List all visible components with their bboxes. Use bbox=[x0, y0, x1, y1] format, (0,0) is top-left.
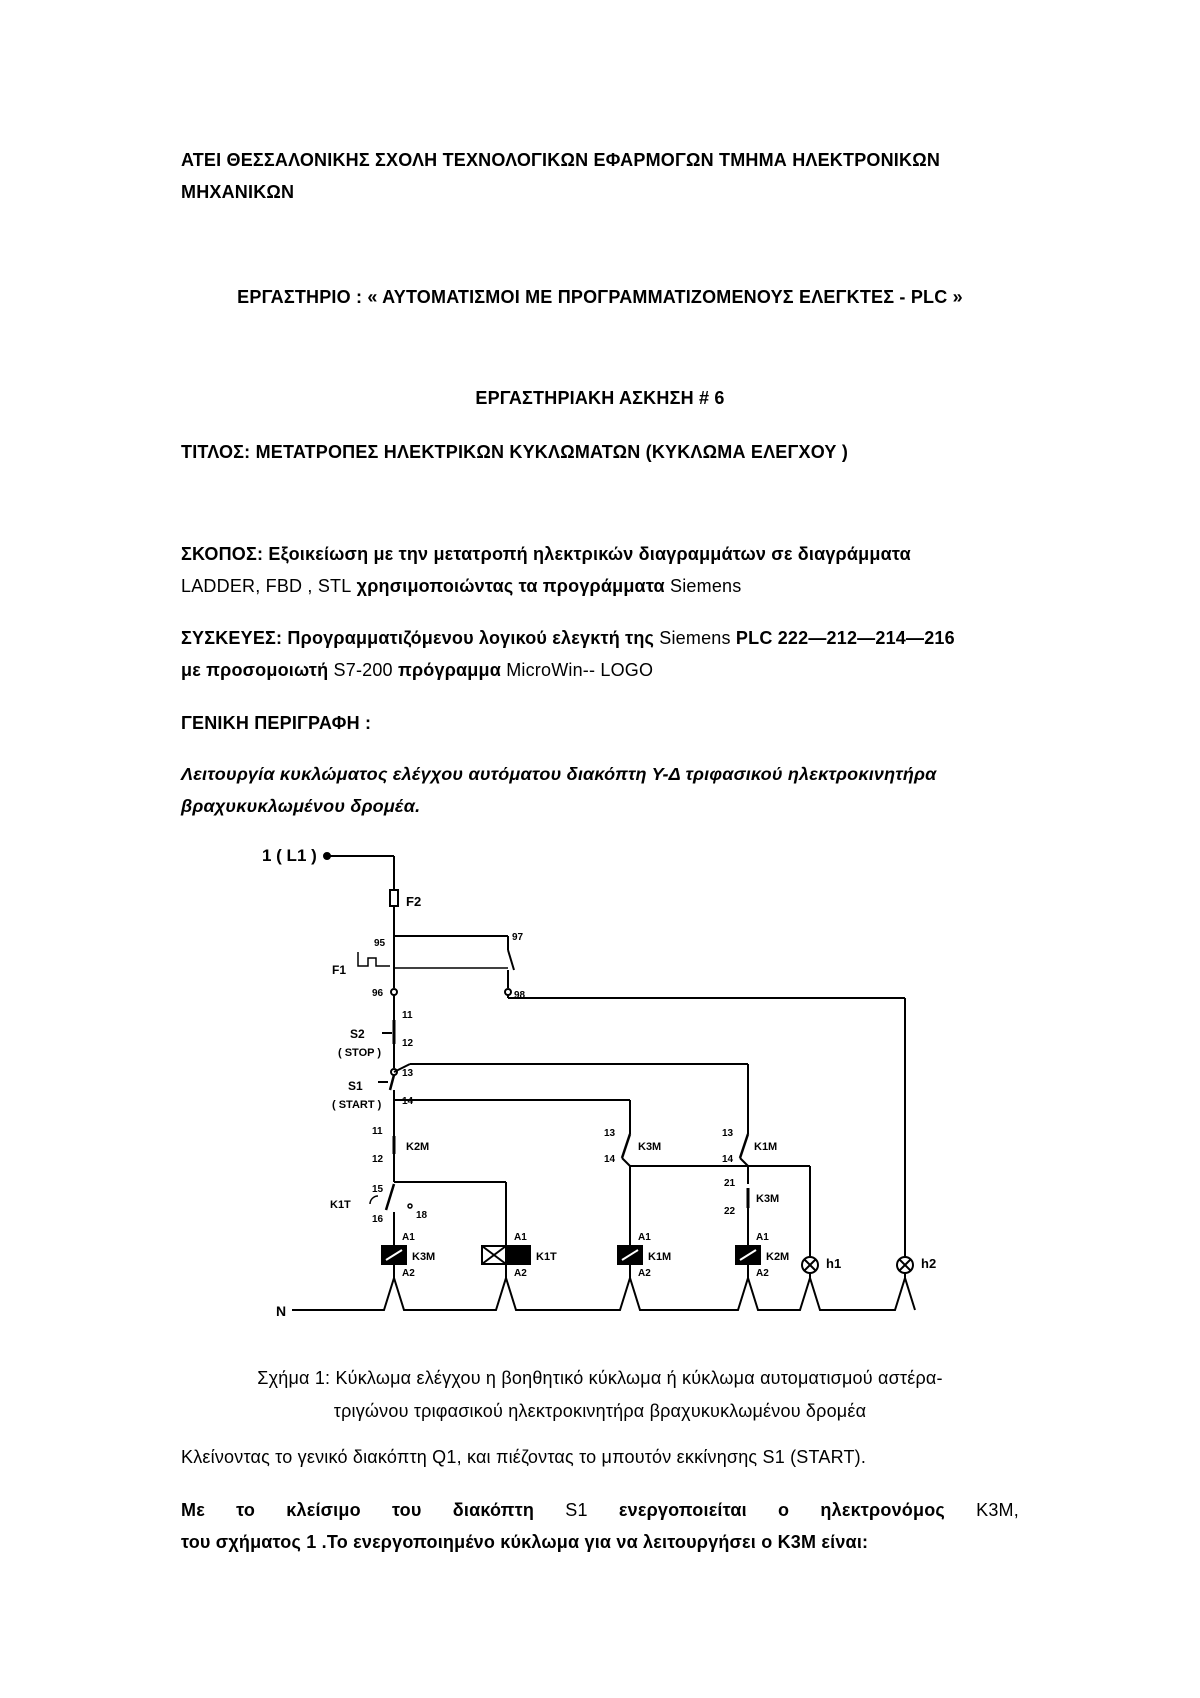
coil-k1t bbox=[482, 1232, 557, 1279]
paragraph-2-word: Με bbox=[181, 1500, 205, 1520]
exercise-number: ΕΡΓΑΣΤΗΡΙΑΚΗ ΑΣΚΗΣΗ # 6 bbox=[475, 388, 725, 408]
k1m-contact bbox=[740, 1134, 748, 1158]
italic-description-line-2: βραχυκυκλωμένου δρομέα. bbox=[181, 796, 421, 816]
svg-text:A2: A2 bbox=[638, 1268, 651, 1279]
supply-label: 1 ( L1 ) bbox=[262, 846, 317, 865]
svg-text:21: 21 bbox=[724, 1178, 736, 1189]
svg-text:A2: A2 bbox=[402, 1268, 415, 1279]
coil-k2m bbox=[736, 1232, 789, 1279]
svg-text:K2M: K2M bbox=[406, 1141, 430, 1153]
svg-text:22: 22 bbox=[724, 1206, 736, 1217]
svg-text:A1: A1 bbox=[756, 1232, 769, 1243]
svg-text:95: 95 bbox=[374, 938, 386, 949]
neutral-bus bbox=[292, 1278, 915, 1310]
fuse-label: F2 bbox=[406, 894, 422, 909]
svg-text:K1M: K1M bbox=[754, 1141, 778, 1153]
svg-text:13: 13 bbox=[604, 1128, 616, 1139]
svg-text:12: 12 bbox=[372, 1154, 384, 1165]
paragraph-2-words bbox=[181, 1500, 1019, 1521]
svg-text:h2: h2 bbox=[921, 1256, 937, 1271]
svg-text:S1: S1 bbox=[348, 1079, 363, 1093]
purpose-line-2: LADDER, FBD , STL χρησιμοποιώντας τα προγράμματα Siemens bbox=[181, 576, 742, 596]
purpose-line-1: ΣΚΟΠΟΣ: Εξοικείωση με την μετατροπή ηλεκτρικών διαγραμμάτων σε διαγράμματα bbox=[181, 544, 911, 564]
svg-text:( START ): ( START ) bbox=[332, 1099, 382, 1111]
paragraph-2-word: του bbox=[391, 1500, 422, 1520]
svg-text:K3M: K3M bbox=[638, 1141, 662, 1153]
figure-caption-line-2: τριγώνου τριφασικού ηλεκτροκινητήρα βραχυκυκλωμένου δρομέα bbox=[333, 1401, 867, 1421]
document-title: ΤΙΤΛΟΣ: ΜΕΤΑΤΡΟΠΕΣ ΗΛΕΚΤΡΙΚΩΝ ΚΥΚΛΩΜΑΤΩΝ (ΚΥΚΛΩΜΑ ΕΛΕΓΧΟΥ ) bbox=[181, 442, 849, 462]
paragraph-2-word: διακόπτη bbox=[452, 1500, 535, 1520]
paragraph-2-line-2: του σχήματος 1 .Το ενεργοποιημένο κύκλωμα για να λειτουργήσει ο K3M είναι: bbox=[181, 1532, 869, 1552]
equipment-line-2: με προσομοιωτή S7-200 πρόγραμμα MicroWin-- LOGO bbox=[181, 660, 654, 680]
svg-text:18: 18 bbox=[416, 1210, 428, 1221]
svg-text:S2: S2 bbox=[350, 1027, 365, 1041]
svg-text:14: 14 bbox=[722, 1154, 734, 1165]
svg-text:A2: A2 bbox=[756, 1268, 769, 1279]
fuse-f2 bbox=[390, 890, 398, 906]
supply-terminal bbox=[324, 853, 330, 859]
paragraph-2-line-1 bbox=[181, 1500, 1019, 1521]
svg-text:A2: A2 bbox=[514, 1268, 527, 1279]
svg-text:98: 98 bbox=[514, 990, 526, 1001]
svg-text:h1: h1 bbox=[826, 1256, 842, 1271]
start-button-s1 bbox=[390, 1075, 394, 1090]
paragraph-2-word: το bbox=[236, 1500, 256, 1520]
k3m-contact bbox=[622, 1134, 630, 1158]
control-circuit-diagram bbox=[250, 828, 970, 1328]
svg-text:96: 96 bbox=[372, 988, 384, 999]
svg-text:14: 14 bbox=[402, 1096, 414, 1107]
coil-k3m bbox=[382, 1232, 435, 1279]
equipment-line-1: ΣΥΣΚΕΥΕΣ: Προγραμματιζόμενου λογικού ελεγκτή της Siemens PLC 222—212—214—216 bbox=[181, 628, 955, 648]
svg-text:A1: A1 bbox=[402, 1232, 415, 1243]
general-description-heading: ΓΕΝΙΚΗ ΠΕΡΙΓΡΑΦΗ : bbox=[181, 713, 372, 733]
paragraph-2-word: κλείσιμο bbox=[286, 1500, 361, 1520]
header-line-2: ΜΗΧΑΝΙΚΩΝ bbox=[181, 182, 295, 202]
lamp-h1 bbox=[802, 1256, 841, 1273]
svg-text:K3M: K3M bbox=[412, 1251, 436, 1263]
svg-text:K2M: K2M bbox=[766, 1251, 790, 1263]
svg-text:13: 13 bbox=[722, 1128, 734, 1139]
paragraph-2-word: K3M, bbox=[976, 1500, 1019, 1520]
lab-title: ΕΡΓΑΣΤΗΡΙΟ : « ΑΥΤΟΜΑΤΙΣΜΟΙ ΜΕ ΠΡΟΓΡΑΜΜΑΤΙΖΟΜΕΝΟΥΣ ΕΛΕΓΚΤΕΣ - PLC » bbox=[237, 287, 963, 307]
neutral-label: N bbox=[276, 1303, 287, 1319]
paragraph-2-word: ηλεκτρονόμος bbox=[820, 1500, 945, 1520]
svg-text:A1: A1 bbox=[514, 1232, 527, 1243]
lamp-h2 bbox=[897, 1256, 936, 1273]
paragraph-2-word: ενεργοποιείται bbox=[618, 1500, 747, 1520]
svg-text:K1T: K1T bbox=[330, 1199, 351, 1211]
k1t-timer-contact bbox=[386, 1184, 394, 1210]
svg-text:K1M: K1M bbox=[648, 1251, 672, 1263]
svg-text:11: 11 bbox=[402, 1010, 413, 1021]
figure-caption-line-1: Σχήμα 1: Κύκλωμα ελέγχου η βοηθητικό κύκλωμα ή κύκλωμα αυτοματισμού αστέρα- bbox=[257, 1368, 943, 1388]
paragraph-2-word: S1 bbox=[565, 1500, 588, 1520]
svg-text:11: 11 bbox=[372, 1126, 383, 1137]
thermal-relay-symbol bbox=[358, 952, 390, 966]
svg-text:A1: A1 bbox=[638, 1232, 651, 1243]
svg-text:K3M: K3M bbox=[756, 1193, 780, 1205]
svg-text:F1: F1 bbox=[332, 963, 347, 977]
coil-k1m bbox=[618, 1232, 671, 1279]
svg-text:K1T: K1T bbox=[536, 1251, 557, 1263]
paragraph-2-word: ο bbox=[778, 1500, 790, 1520]
svg-text:97: 97 bbox=[512, 932, 524, 943]
svg-text:16: 16 bbox=[372, 1214, 384, 1225]
header-line-1: ΑΤΕΙ ΘΕΣΣΑΛΟΝΙΚΗΣ ΣΧΟΛΗ ΤΕΧΝΟΛΟΓΙΚΩΝ ΕΦΑΡΜΟΓΩΝ ΤΜΗΜΑ ΗΛΕΚΤΡΟΝΙΚΩΝ bbox=[181, 150, 941, 170]
svg-text:13: 13 bbox=[402, 1068, 414, 1079]
svg-text:( STOP ): ( STOP ) bbox=[338, 1047, 381, 1059]
svg-text:14: 14 bbox=[604, 1154, 616, 1165]
svg-text:12: 12 bbox=[402, 1038, 414, 1049]
paragraph-1: Κλείνοντας το γενικό διακόπτη Q1, και πιέζοντας το μπουτόν εκκίνησης S1 (START). bbox=[181, 1447, 867, 1467]
svg-text:15: 15 bbox=[372, 1184, 384, 1195]
italic-description-line-1: Λειτουργία κυκλώματος ελέγχου αυτόματου διακόπτη Υ-Δ τριφασικού ηλεκτροκινητήρα bbox=[181, 764, 937, 784]
